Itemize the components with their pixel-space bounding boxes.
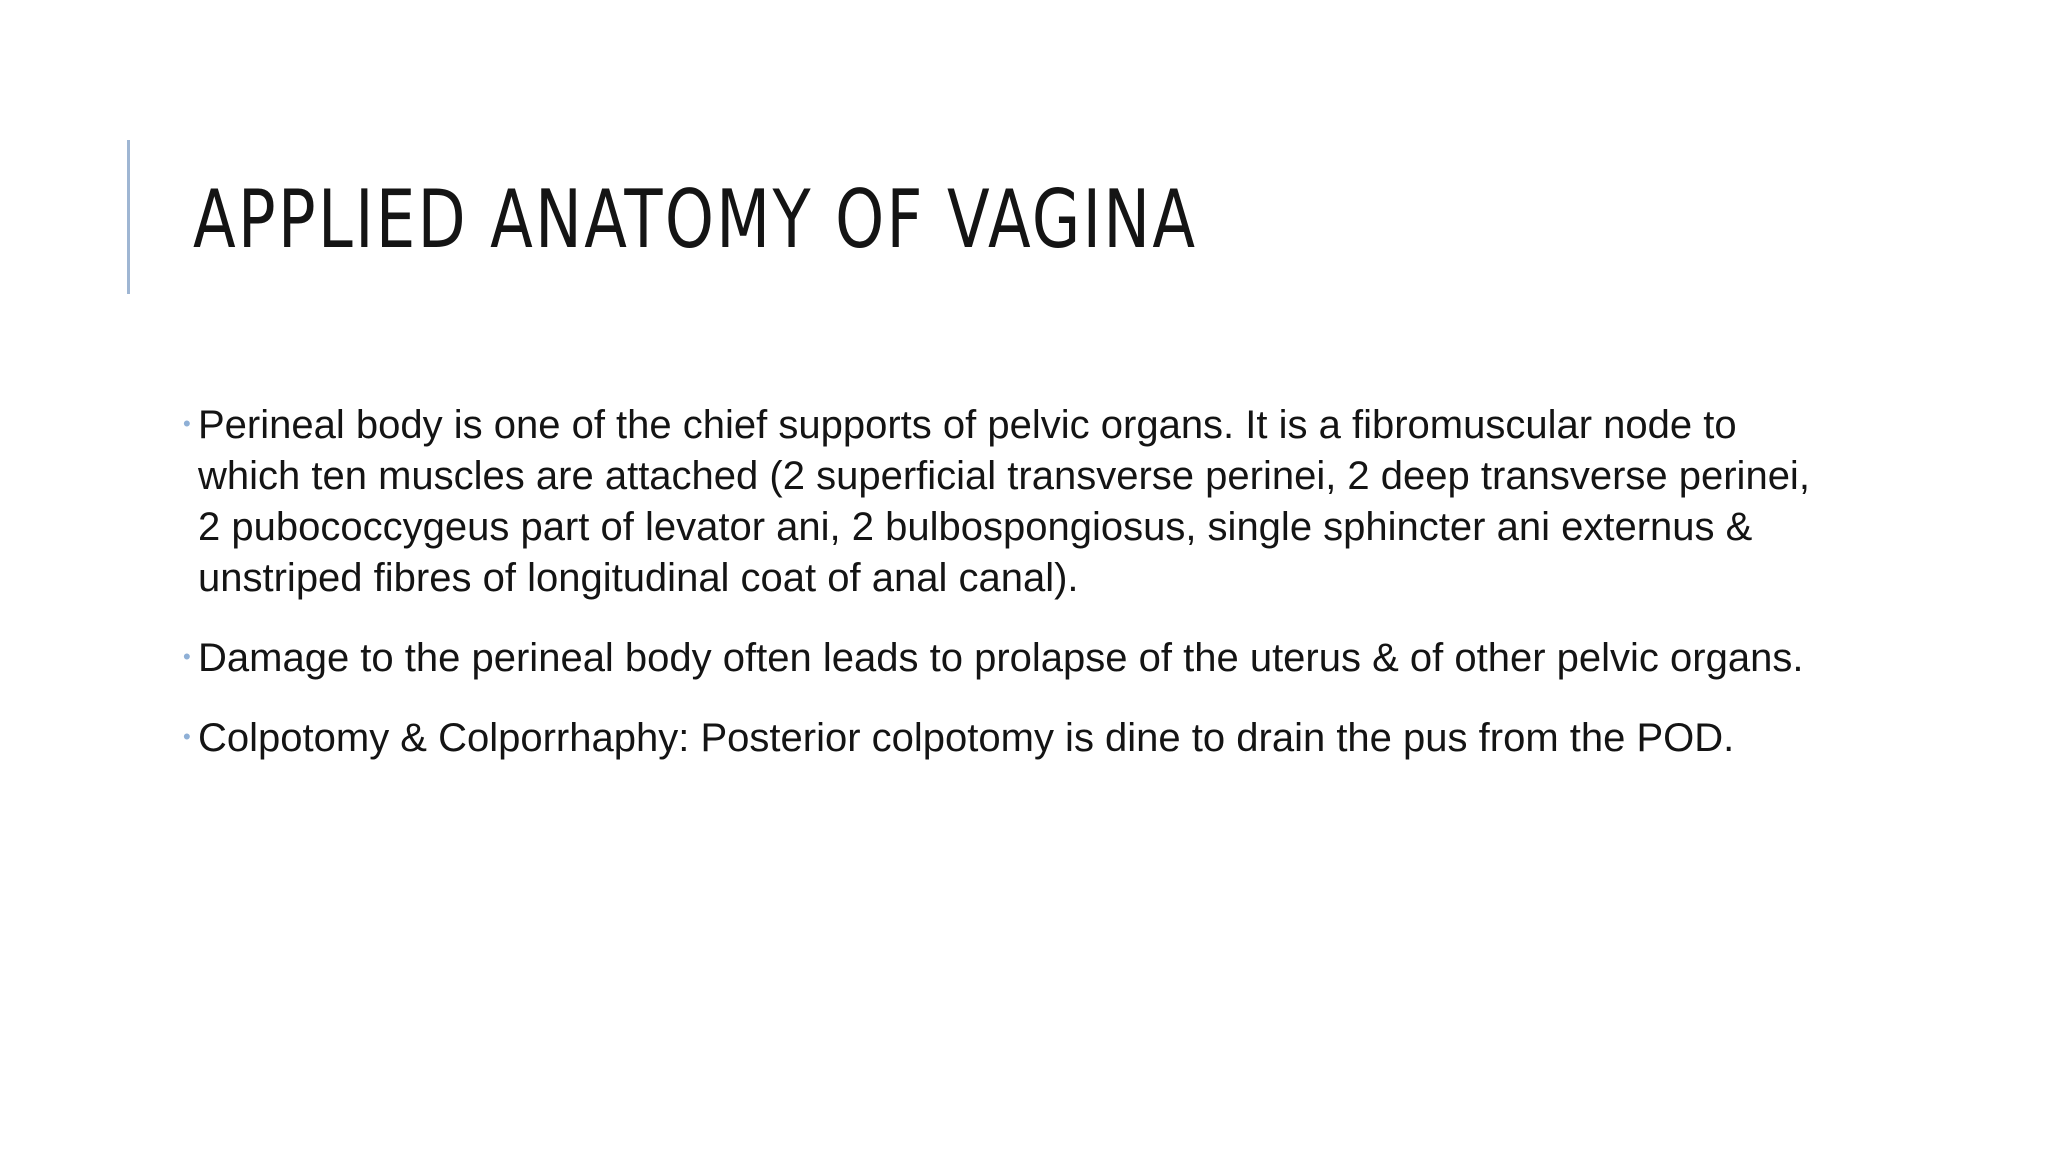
bullet-text: Colpotomy & Colporrhaphy: Posterior colpotomy is dine to drain the pus from the POD. — [198, 716, 1735, 760]
title-accent-bar — [127, 140, 130, 294]
bullet-list — [183, 400, 1833, 793]
bullet-dot-icon: • — [183, 644, 191, 669]
bullet-dot-icon: • — [183, 724, 191, 749]
bullet-item — [183, 713, 1833, 764]
bullet-text: Perineal body is one of the chief supports of pelvic organs. It is a fibromuscular node to which ten muscles are attached (2 superficial transverse perinei, 2 deep transverse perinei, 2 pubococcygeus part of levator ani, 2 bulbospongiosus, single sphincter ani externus & unstriped fibres of longitudinal coat of anal canal). — [198, 403, 1810, 600]
slide-title: APPLIED ANATOMY OF VAGINA — [193, 173, 1198, 266]
bullet-item — [183, 633, 1833, 684]
bullet-text: Damage to the perineal body often leads to prolapse of the uterus & of other pelvic organs. — [198, 636, 1804, 680]
bullet-dot-icon: • — [183, 411, 191, 436]
bullet-item — [183, 400, 1833, 604]
